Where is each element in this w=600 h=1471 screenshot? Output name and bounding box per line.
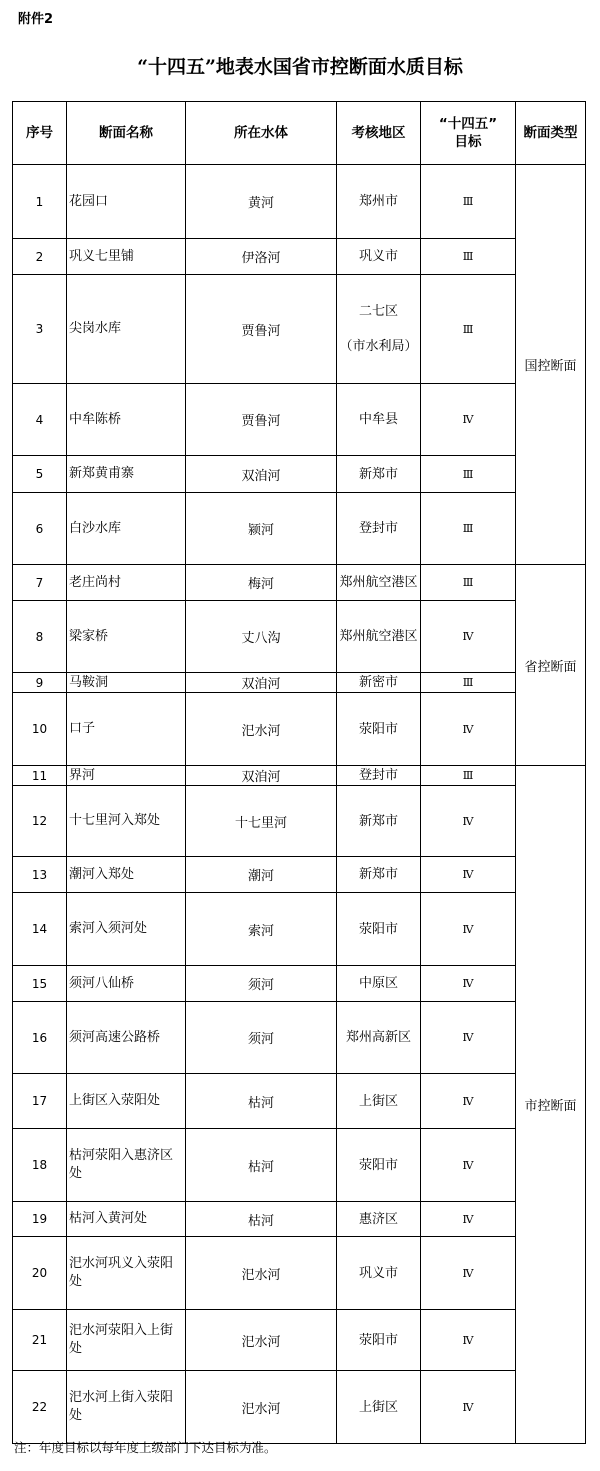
row-section-name: 白沙水库 [67, 493, 186, 565]
row-target: Ⅳ [421, 857, 516, 893]
table-row [13, 239, 586, 275]
row-index: 5 [13, 456, 67, 493]
row-section-name: 索河入须河处 [67, 893, 186, 966]
table-row [13, 384, 586, 456]
table-row [13, 966, 586, 1002]
col-header-target-line2: 目标 [454, 134, 482, 150]
row-section-name: 上街区入荥阳处 [67, 1074, 186, 1129]
row-water-body: 贾鲁河 [186, 275, 337, 384]
row-region-main: 二七区 [358, 304, 398, 319]
row-water-body: 须河 [186, 966, 337, 1002]
table-row [13, 1237, 586, 1310]
row-water-body: 双洎河 [186, 673, 337, 693]
table-row [13, 1074, 586, 1129]
row-region: 上街区 [337, 1371, 421, 1444]
row-index: 13 [13, 857, 67, 893]
row-section-name: 枯河入黄河处 [67, 1202, 186, 1237]
row-index: 2 [13, 239, 67, 275]
row-water-body: 黄河 [186, 165, 337, 239]
row-water-body: 双洎河 [186, 456, 337, 493]
row-region: 郑州市 [337, 165, 421, 239]
row-index: 12 [13, 786, 67, 857]
table-header-row [13, 102, 586, 165]
row-section-name: 汜水河巩义入荥阳处 [67, 1237, 186, 1310]
row-region: 中原区 [337, 966, 421, 1002]
row-region: 荥阳市 [337, 693, 421, 766]
row-section-name: 新郑黄甫寨 [67, 456, 186, 493]
row-region: 新郑市 [337, 857, 421, 893]
row-section-name: 界河 [67, 766, 186, 786]
row-region: 巩义市 [337, 239, 421, 275]
col-header-index: 序号 [13, 102, 67, 165]
table-row [13, 857, 586, 893]
section-type-provincial: 省控断面 [516, 565, 586, 766]
row-region: 郑州航空港区 [337, 565, 421, 601]
row-region: 上街区 [337, 1074, 421, 1129]
row-target: Ⅲ [421, 165, 516, 239]
row-water-body: 双洎河 [186, 766, 337, 786]
row-water-body: 梅河 [186, 565, 337, 601]
row-target: Ⅲ [421, 673, 516, 693]
row-water-body: 索河 [186, 893, 337, 966]
row-water-body: 汜水河 [186, 1237, 337, 1310]
row-section-name: 巩义七里铺 [67, 239, 186, 275]
col-header-target [421, 102, 516, 165]
row-target: Ⅳ [421, 966, 516, 1002]
table-row [13, 601, 586, 673]
row-section-name: 枯河荥阳入惠济区处 [67, 1129, 186, 1202]
row-water-body: 贾鲁河 [186, 384, 337, 456]
row-target: Ⅳ [421, 1202, 516, 1237]
row-section-name: 花园口 [67, 165, 186, 239]
row-section-name: 尖岗水库 [67, 275, 186, 384]
table-row [13, 493, 586, 565]
table-row [13, 1202, 586, 1237]
row-section-name: 须河高速公路桥 [67, 1002, 186, 1074]
row-target: Ⅳ [421, 384, 516, 456]
section-type-municipal: 市控断面 [516, 766, 586, 1444]
row-water-body: 颍河 [186, 493, 337, 565]
row-target: Ⅲ [421, 565, 516, 601]
table-row [13, 893, 586, 966]
row-index: 11 [13, 766, 67, 786]
row-target: Ⅲ [421, 456, 516, 493]
row-target: Ⅳ [421, 1129, 516, 1202]
row-target: Ⅳ [421, 1310, 516, 1371]
row-water-body: 枯河 [186, 1202, 337, 1237]
row-index: 6 [13, 493, 67, 565]
table-row [13, 1002, 586, 1074]
row-index: 10 [13, 693, 67, 766]
row-index: 18 [13, 1129, 67, 1202]
row-index: 3 [13, 275, 67, 384]
row-index: 22 [13, 1371, 67, 1444]
row-target: Ⅲ [421, 275, 516, 384]
row-target: Ⅲ [421, 493, 516, 565]
row-target: Ⅳ [421, 1002, 516, 1074]
row-region: 登封市 [337, 766, 421, 786]
row-section-name: 十七里河入郑处 [67, 786, 186, 857]
row-region: 惠济区 [337, 1202, 421, 1237]
row-target: Ⅳ [421, 893, 516, 966]
col-header-target-line1: “十四五” [438, 116, 498, 132]
row-section-name: 须河八仙桥 [67, 966, 186, 1002]
row-region: 登封市 [337, 493, 421, 565]
table-row [13, 673, 586, 693]
col-header-section-name: 断面名称 [67, 102, 186, 165]
row-water-body: 枯河 [186, 1074, 337, 1129]
row-water-body: 汜水河 [186, 693, 337, 766]
table-row [13, 275, 586, 384]
row-water-body: 潮河 [186, 857, 337, 893]
row-region: 荥阳市 [337, 893, 421, 966]
annex-label: 附件2 [18, 12, 54, 27]
row-region: 新郑市 [337, 786, 421, 857]
row-region: 新郑市 [337, 456, 421, 493]
table-row [13, 693, 586, 766]
row-section-name: 马鞍洞 [67, 673, 186, 693]
section-type-national: 国控断面 [516, 165, 586, 565]
row-index: 21 [13, 1310, 67, 1371]
row-water-body: 枯河 [186, 1129, 337, 1202]
row-water-body: 汜水河 [186, 1371, 337, 1444]
table-row [13, 1310, 586, 1371]
table-row [13, 165, 586, 239]
water-quality-table [12, 101, 586, 1444]
row-target: Ⅳ [421, 601, 516, 673]
row-index: 1 [13, 165, 67, 239]
col-header-region: 考核地区 [337, 102, 421, 165]
row-region: 荥阳市 [337, 1129, 421, 1202]
row-region: 中牟县 [337, 384, 421, 456]
row-index: 8 [13, 601, 67, 673]
row-region-note: （市水利局） [339, 339, 418, 354]
row-section-name: 中牟陈桥 [67, 384, 186, 456]
row-water-body: 须河 [186, 1002, 337, 1074]
row-water-body: 汜水河 [186, 1310, 337, 1371]
row-section-name: 老庄尚村 [67, 565, 186, 601]
table-row [13, 1129, 586, 1202]
col-header-section-type: 断面类型 [516, 102, 586, 165]
row-target: Ⅳ [421, 1237, 516, 1310]
row-region: 荥阳市 [337, 1310, 421, 1371]
row-target: Ⅳ [421, 693, 516, 766]
table-row [13, 1371, 586, 1444]
row-water-body: 十七里河 [186, 786, 337, 857]
table-row [13, 565, 586, 601]
table-row [13, 766, 586, 786]
row-target: Ⅳ [421, 1074, 516, 1129]
row-index: 20 [13, 1237, 67, 1310]
footnote: 注：年度目标以每年度上级部门下达目标为准。 [14, 1440, 277, 1455]
row-section-name: 汜水河上街入荥阳处 [67, 1371, 186, 1444]
row-index: 4 [13, 384, 67, 456]
row-section-name: 梁家桥 [67, 601, 186, 673]
row-region: 郑州高新区 [337, 1002, 421, 1074]
row-target: Ⅳ [421, 1371, 516, 1444]
row-section-name: 汜水河荥阳入上街处 [67, 1310, 186, 1371]
row-index: 19 [13, 1202, 67, 1237]
row-target: Ⅲ [421, 766, 516, 786]
row-region: 新密市 [337, 673, 421, 693]
row-index: 9 [13, 673, 67, 693]
page-title: “十四五”地表水国省市控断面水质目标 [137, 56, 463, 78]
row-index: 15 [13, 966, 67, 1002]
table-row [13, 786, 586, 857]
table-row [13, 456, 586, 493]
row-region: 郑州航空港区 [337, 601, 421, 673]
row-section-name: 潮河入郑处 [67, 857, 186, 893]
row-index: 17 [13, 1074, 67, 1129]
row-water-body: 伊洛河 [186, 239, 337, 275]
row-index: 7 [13, 565, 67, 601]
row-target: Ⅲ [421, 239, 516, 275]
row-target: Ⅳ [421, 786, 516, 857]
row-region: 巩义市 [337, 1237, 421, 1310]
row-region [337, 275, 421, 384]
row-section-name: 口子 [67, 693, 186, 766]
row-water-body: 丈八沟 [186, 601, 337, 673]
row-index: 14 [13, 893, 67, 966]
row-index: 16 [13, 1002, 67, 1074]
col-header-water-body: 所在水体 [186, 102, 337, 165]
